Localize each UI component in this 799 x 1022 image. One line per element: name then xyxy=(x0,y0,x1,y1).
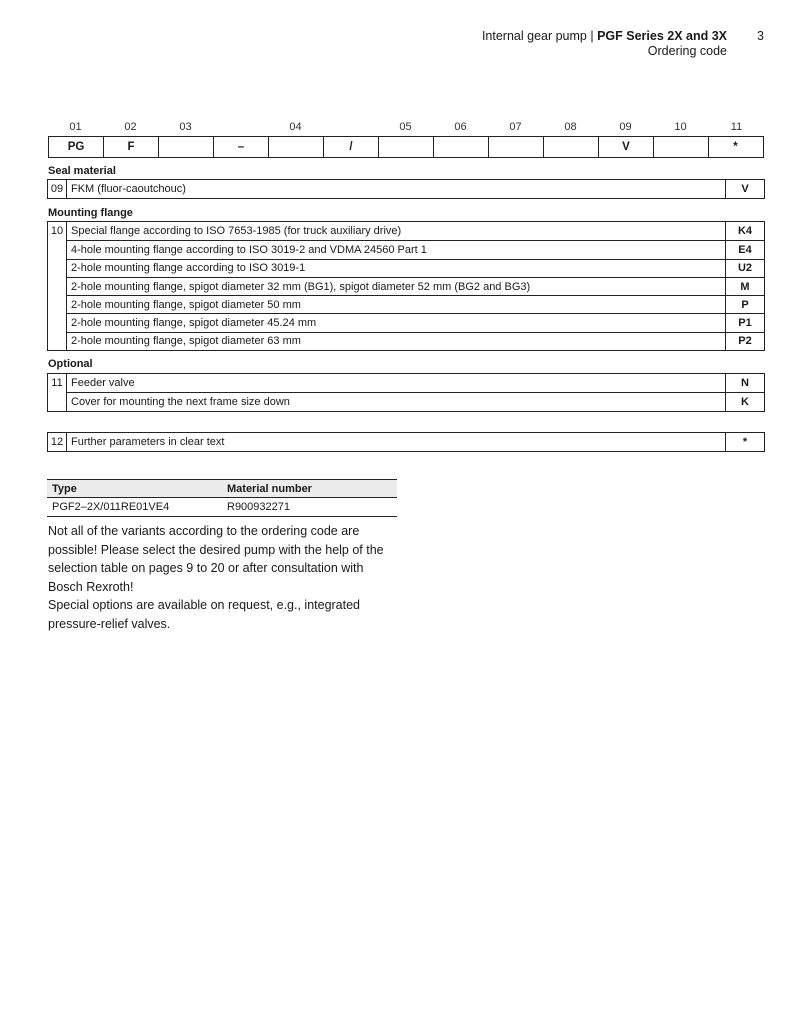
position-number xyxy=(48,240,67,258)
option-code: P1 xyxy=(725,313,764,331)
material-number-value: R900932271 xyxy=(227,501,291,513)
position-number xyxy=(48,392,67,410)
table-row xyxy=(48,295,764,313)
position-number xyxy=(48,277,67,295)
series-title: PGF Series 2X and 3X xyxy=(597,29,727,43)
position-label: 10 xyxy=(674,121,687,133)
code-separator-slash: / xyxy=(324,137,379,157)
position-label: 07 xyxy=(509,121,522,133)
position-number xyxy=(48,313,67,331)
note-paragraph: Not all of the variants according to the ordering code are possible! Please select the desired pump with the help of the selection table on pages 9 to 20 or after consultation with Bosch Rexroth! xyxy=(48,524,384,594)
option-description: Further parameters in clear text xyxy=(71,436,225,449)
position-number xyxy=(48,295,67,313)
option-description: 2-hole mounting flange, spigot diameter 32 mm (BG1), spigot diameter 52 mm (BG2 and BG3) xyxy=(67,277,725,295)
code-cell-02: F xyxy=(104,137,159,157)
section-subtitle: Ordering code xyxy=(647,44,727,58)
position-label: 06 xyxy=(454,121,467,133)
option-code: P2 xyxy=(725,332,764,350)
option-code: * xyxy=(725,433,764,451)
ordering-code-position-labels xyxy=(48,121,764,135)
position-number xyxy=(48,332,67,350)
table-row xyxy=(48,222,764,240)
document-title: Internal gear pump | PGF Series 2X and 3X xyxy=(481,29,727,43)
code-separator-dash: – xyxy=(214,137,269,157)
option-code: N xyxy=(725,374,764,392)
option-description: Special flange according to ISO 7653-1985 (for truck auxiliary drive) xyxy=(71,225,402,238)
position-label: 02 xyxy=(124,121,137,133)
position-label: 05 xyxy=(399,121,412,133)
option-description: FKM (fluor-caoutchouc) xyxy=(71,183,186,196)
option-code: V xyxy=(725,180,764,198)
option-description: 2-hole mounting flange, spigot diameter 63 mm xyxy=(67,332,725,350)
code-cell-08 xyxy=(544,137,599,157)
position-number xyxy=(48,259,67,277)
code-cell-03 xyxy=(159,137,214,157)
code-cell-01: PG xyxy=(49,137,104,157)
position-number: 12 xyxy=(48,433,67,451)
table-row xyxy=(48,277,764,295)
table-row xyxy=(48,180,764,198)
position-label: 04 xyxy=(289,121,302,133)
table-row xyxy=(48,313,764,331)
position-label: 01 xyxy=(69,121,82,133)
type-material-table xyxy=(47,479,397,517)
column-header-type: Type xyxy=(52,482,77,495)
option-description: 2-hole mounting flange, spigot diameter 45.24 mm xyxy=(67,313,725,331)
position-label: 03 xyxy=(179,121,192,133)
code-cell-07 xyxy=(489,137,544,157)
position-number: 10 xyxy=(48,222,67,240)
code-cell-09: V xyxy=(599,137,654,157)
mounting-flange-heading: Mounting flange xyxy=(48,207,133,219)
option-description: Cover for mounting the next frame size down xyxy=(67,392,725,410)
page-header xyxy=(482,29,727,59)
code-cell-06 xyxy=(434,137,489,157)
optional-table xyxy=(47,373,765,412)
table-header-row xyxy=(47,480,397,498)
position-label: 09 xyxy=(619,121,632,133)
column-header-material-number: Material number xyxy=(227,482,312,495)
option-code: K4 xyxy=(725,222,764,240)
option-description: Feeder valve xyxy=(71,377,135,390)
mounting-flange-table xyxy=(47,221,765,351)
code-cell-11: * xyxy=(733,141,738,153)
code-cell-04 xyxy=(269,137,324,157)
ordering-code-row xyxy=(48,136,764,158)
table-row xyxy=(48,259,764,277)
option-code: U2 xyxy=(725,259,764,277)
option-description: 2-hole mounting flange, spigot diameter 50 mm xyxy=(67,295,725,313)
type-value: PGF2–2X/011RE01VE4 xyxy=(52,501,170,513)
seal-material-table xyxy=(47,179,765,199)
position-label: 08 xyxy=(564,121,577,133)
table-row xyxy=(47,498,397,516)
position-number: 09 xyxy=(48,180,67,198)
page-number: 3 xyxy=(757,29,764,43)
code-cell-10 xyxy=(654,137,709,157)
table-row xyxy=(48,332,764,350)
option-description: 4-hole mounting flange according to ISO 3019-2 and VDMA 24560 Part 1 xyxy=(67,240,725,258)
seal-material-heading: Seal material xyxy=(48,165,116,177)
option-code: K xyxy=(725,392,764,410)
note-paragraph: Special options are available on request, e.g., integrated pressure-relief valves. xyxy=(48,598,361,631)
notes xyxy=(48,522,398,633)
optional-heading: Optional xyxy=(48,358,93,370)
table-row xyxy=(48,392,764,410)
option-code: M xyxy=(725,277,764,295)
option-description: 2-hole mounting flange according to ISO 3019-1 xyxy=(67,259,725,277)
position-label: 11 xyxy=(730,121,743,133)
position-number: 11 xyxy=(48,374,67,392)
code-cell-05 xyxy=(379,137,434,157)
table-row xyxy=(48,374,764,392)
option-code: P xyxy=(725,295,764,313)
further-parameters-table xyxy=(47,432,765,452)
table-row xyxy=(48,240,764,258)
table-row xyxy=(48,433,764,451)
option-code: E4 xyxy=(725,240,764,258)
